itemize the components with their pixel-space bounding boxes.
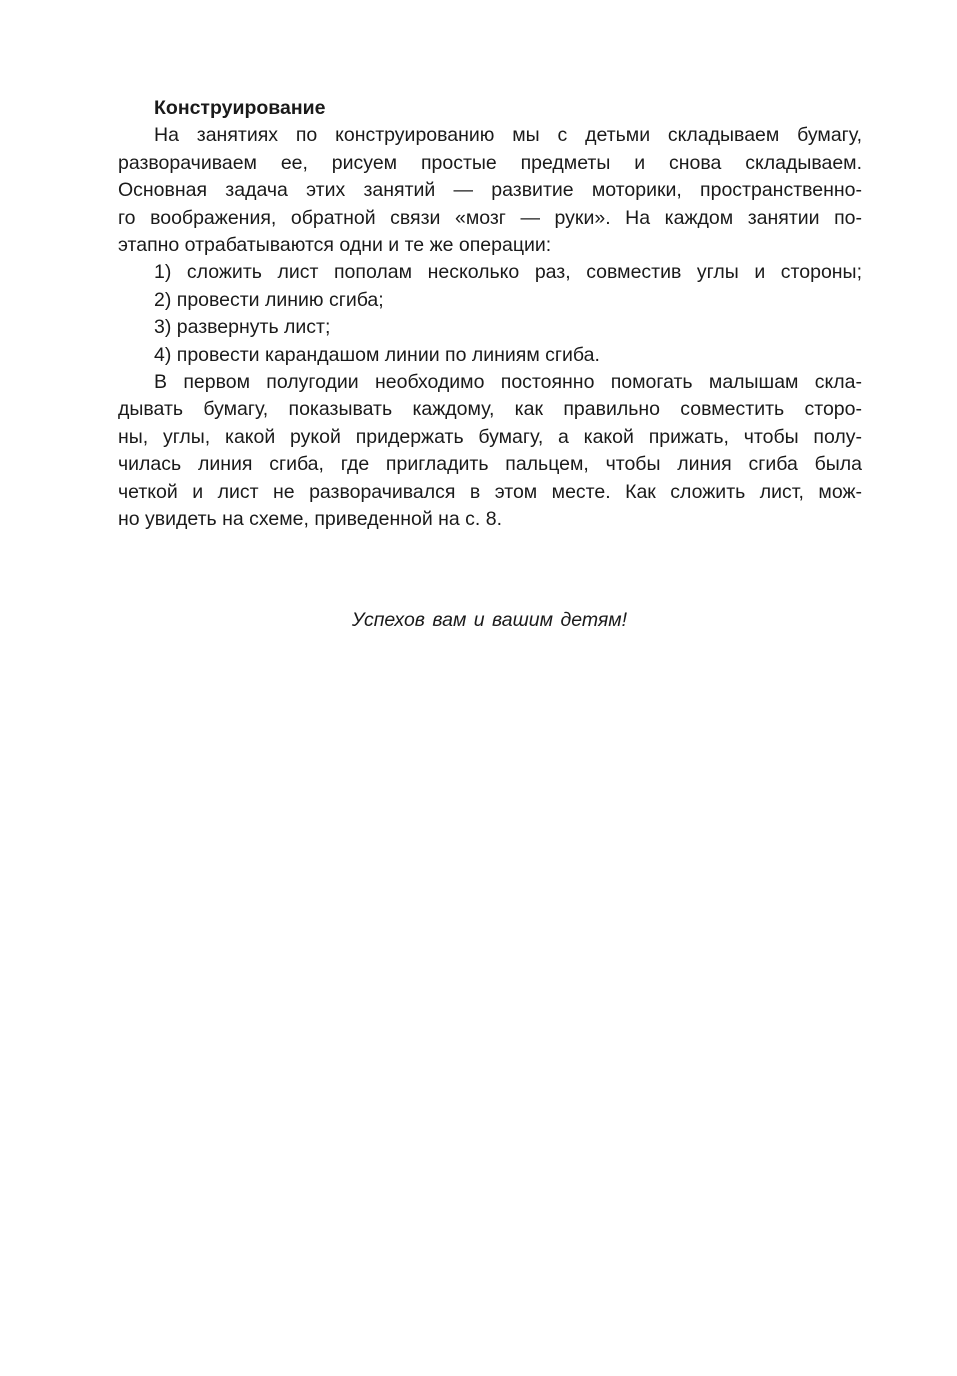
advice-line: чилась линия сгиба, где пригладить пальцем, чтобы линия сгиба была [118, 453, 862, 476]
intro-line: Основная задача этих занятий — развитие моторики, пространственно- [118, 179, 862, 202]
intro-paragraph [118, 122, 862, 259]
intro-line: На занятиях по конструированию мы с детьми складываем бумагу, [154, 124, 862, 147]
list-item: 1) сложить лист пополам несколько раз, совместив углы и стороны; [154, 261, 862, 284]
advice-line: дывать бумагу, показывать каждому, как правильно совместить сторо- [118, 398, 862, 421]
advice-line: но увидеть на схеме, приведенной на с. 8. [118, 508, 503, 531]
list-item: 2) провести линию сгиба; [154, 288, 384, 311]
document-body [118, 95, 862, 534]
intro-line: разворачиваем ее, рисуем простые предметы и снова складываем. [118, 151, 862, 174]
steps-list [118, 259, 862, 369]
closing-wish: Успехов вам и вашим детям! [351, 608, 628, 631]
advice-line: ны, углы, какой рукой придержать бумагу, а какой прижать, чтобы полу- [118, 425, 862, 448]
list-item: 4) провести карандашом линии по линиям сгиба. [154, 343, 600, 366]
intro-line: этапно отрабатываются одни и те же операции: [118, 234, 552, 257]
section-heading: Конструирование [154, 97, 326, 119]
advice-line: четкой и лист не разворачивался в этом месте. Как сложить лист, мож- [118, 480, 862, 503]
list-item: 3) развернуть лист; [154, 316, 331, 339]
advice-paragraph [118, 369, 862, 533]
advice-line: В первом полугодии необходимо постоянно помогать малышам скла- [154, 371, 862, 394]
intro-line: го воображения, обратной связи «мозг — руки». На каждом занятии по- [118, 206, 862, 229]
